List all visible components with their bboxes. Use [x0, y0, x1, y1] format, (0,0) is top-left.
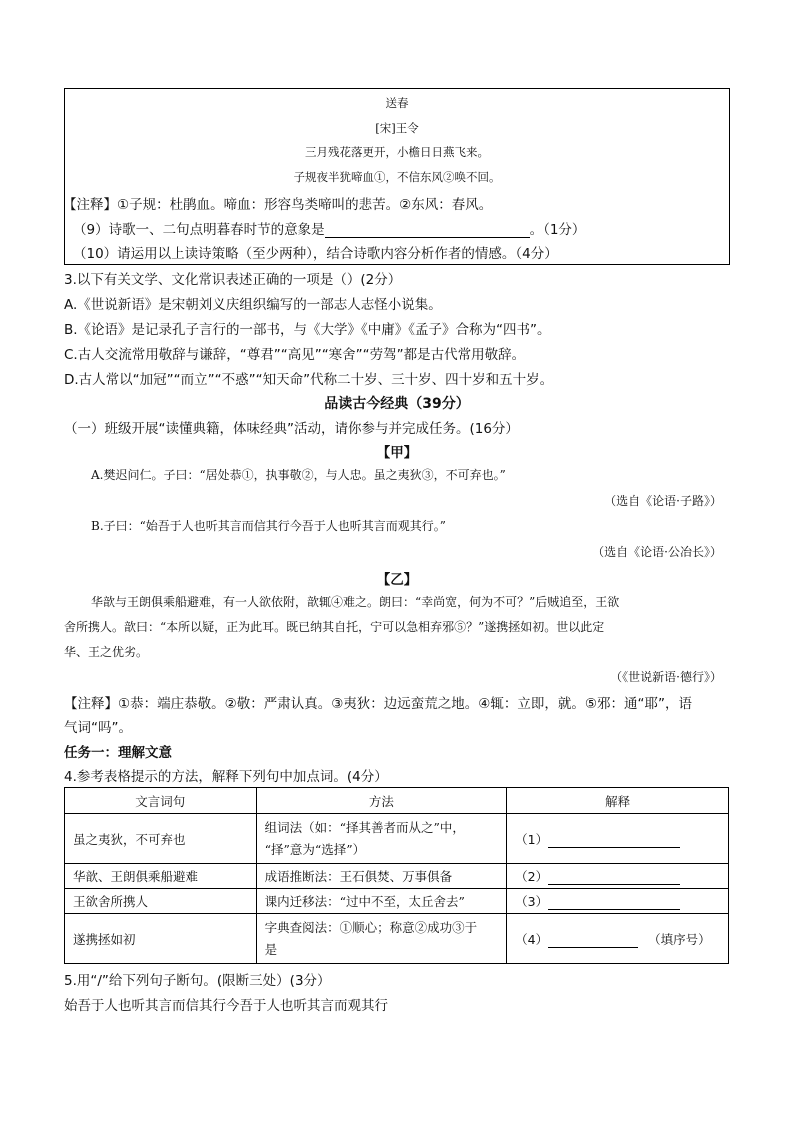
- question-10: （10）请运用以上读诗策略（至少两种），结合诗歌内容分析作者的情感。（4分）: [73, 246, 558, 262]
- jia-passage-b: B.子曰：“始吾于人也听其言而信其行今吾于人也听其言而观其行。”: [91, 519, 446, 533]
- question-4: 4.参考表格提示的方法，解释下列句中加点词。(4分）: [64, 769, 388, 785]
- table-row: [65, 889, 729, 914]
- jia-passage-a: A.樊迟问仁。子曰：“居处恭①，执事敬②，与人忠。虽之夷狄③，不可弃也。”: [91, 468, 506, 482]
- answer-blank-1[interactable]: [548, 847, 680, 848]
- question-3-option-d: D.古人常以“加冠”“而立”“不惑”“知天命”代称二十岁、三十岁、四十岁和五十岁。: [64, 372, 554, 388]
- yi-line-3: 华、王之优劣。: [64, 645, 149, 659]
- question-5-text: 始吾于人也听其言而信其行今吾于人也听其言而观其行: [64, 998, 388, 1014]
- question-3-option-c: C.古人交流常用敬辞与谦辞，“尊君”“高见”“寒舍”“劳驾”都是古代常用敬辞。: [64, 347, 526, 363]
- row-method: 课内迁移法：“过中不至，太丘舍去”: [256, 889, 507, 914]
- yi-label: 【乙】: [376, 572, 418, 588]
- jia-source-a: （选自《论语·子路》）: [604, 494, 722, 508]
- jia-source-b: （选自《论语·公冶长》）: [592, 545, 722, 559]
- row-phrase: 遂携拯如初: [65, 914, 257, 964]
- table-row: [65, 864, 729, 889]
- yi-note-line-2: 气词“吗”。: [64, 720, 132, 736]
- poem-line-1: 三月残花落更开，小檐日日燕飞来。: [305, 145, 489, 159]
- row-answer: （2）: [507, 864, 729, 889]
- answer-blank-9[interactable]: [325, 237, 530, 238]
- yi-source: （《世说新语·德行》）: [610, 670, 722, 684]
- row-phrase: 华歆、王朗俱乘船避难: [65, 864, 257, 889]
- poem-title: 送春: [385, 96, 409, 110]
- row-phrase: 王欲舍所携人: [65, 889, 257, 914]
- poem-line-2: 子规夜半犹啼血①，不信东风②唤不回。: [293, 170, 501, 184]
- answer-blank-2[interactable]: [548, 884, 680, 885]
- row-method: 字典查阅法：①顺心；称意②成功③于 是: [256, 914, 507, 964]
- row-phrase: 虽之夷狄，不可弃也: [65, 814, 257, 864]
- header-method: 方法: [256, 788, 507, 814]
- row-method: 组词法（如：“择其善者而从之”中， “择”意为“选择”）: [256, 814, 507, 864]
- header-answer: 解释: [507, 788, 729, 814]
- row-answer: （1）: [507, 814, 729, 864]
- question-3-option-b: B.《论语》是记录孔子言行的一部书，与《大学》《中庸》《孟子》合称为“四书”。: [64, 322, 551, 338]
- row-method: 成语推断法：王石俱焚、万事俱备: [256, 864, 507, 889]
- yi-note-line-1: 【注释】①恭：端庄恭敬。②敬：严肃认真。③夷狄：边远蛮荒之地。④辄：立即，就。⑤邪：通“耶”，语: [64, 696, 692, 712]
- row-answer: （3）: [507, 889, 729, 914]
- poem-note: 【注释】①子规：杜鹃血。啼血：形容鸟类啼叫的悲苦。②东风：春风。: [63, 197, 493, 213]
- yi-line-1: 华歆与王朗俱乘船避难，有一人欲依附，歆辄④难之。朗曰：“幸尚宽，何为不可？”后贼追至，王欲: [91, 595, 620, 609]
- task1-title: 任务一：理解文意: [64, 745, 172, 761]
- answer-blank-4[interactable]: [548, 947, 638, 948]
- question-5: 5.用“/”给下列句子断句。(限断三处）(3分）: [64, 973, 331, 989]
- poem-box: [64, 88, 730, 265]
- section-intro: （一）班级开展“读懂典籍，体味经典”活动，请你参与并完成任务。(16分）: [64, 421, 519, 437]
- vocab-table: [64, 787, 729, 964]
- table-row: [65, 914, 729, 964]
- yi-line-2: 舍所携人。歆曰：“本所以疑，正为此耳。既已纳其自托，宁可以急相弃邪⑤？”遂携拯如初。世以此定: [64, 620, 605, 634]
- question-3-stem: 3.以下有关文学、文化常识表述正确的一项是（）(2分）: [64, 272, 402, 288]
- poem-author: [宋]王令: [375, 121, 419, 135]
- section-title: 品读古今经典（39分）: [324, 396, 470, 412]
- row-answer: （4） （填序号）: [507, 914, 729, 964]
- answer-blank-3[interactable]: [548, 909, 680, 910]
- jia-label: 【甲】: [376, 445, 418, 461]
- header-phrase: 文言词句: [65, 788, 257, 814]
- table-header-row: [65, 788, 729, 814]
- question-3-option-a: A.《世说新语》是宋朝刘义庆组织编写的一部志人志怪小说集。: [64, 297, 442, 313]
- table-row: [65, 814, 729, 864]
- question-9: （9）诗歌一、二句点明暮春时节的意象是 。（1分）: [73, 222, 586, 238]
